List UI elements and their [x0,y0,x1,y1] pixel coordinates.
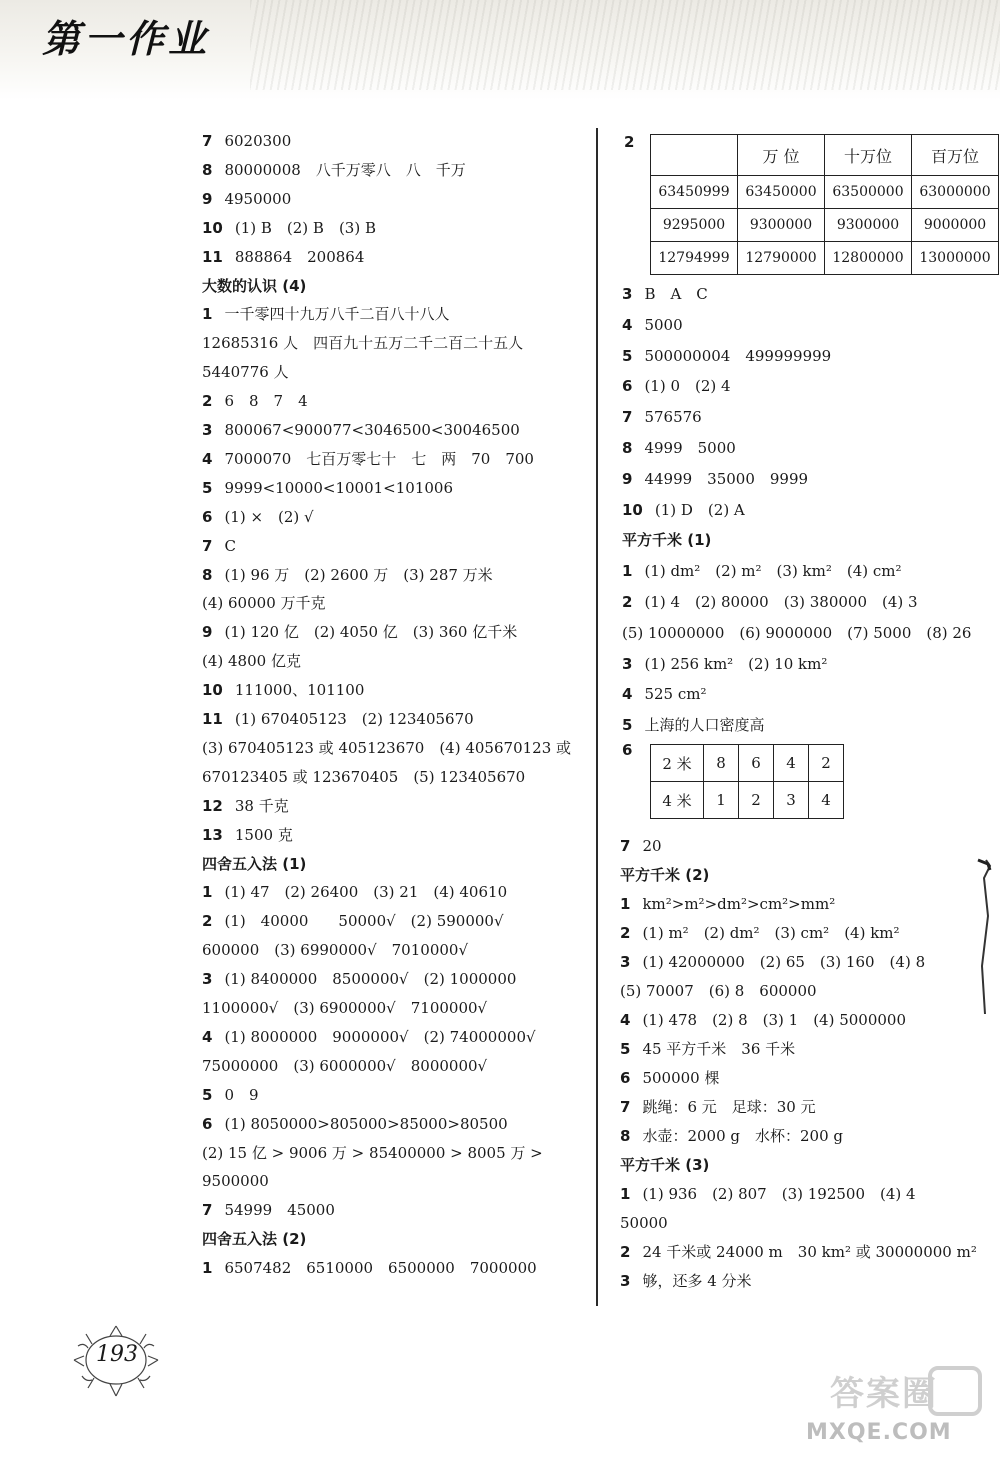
answer-text: (1) dm² (2) m² (3) km² (4) cm² [644,562,902,581]
question-number: 3 [620,953,631,971]
answer-text: 5000 [644,315,683,334]
table-cell: 6 [739,745,774,782]
question-number: 7 [620,1098,631,1116]
answer-text: 6507482 6510000 6500000 7000000 [224,1259,537,1278]
q6-number [622,740,644,760]
answer-text: 50000 [620,1214,668,1232]
question-number: 11 [202,710,223,728]
answer-text: km²>m²>dm²>cm²>mm² [642,895,836,913]
question-number: 9 [202,189,213,208]
answer-line [622,346,831,366]
answer-text: 45 平方千米 36 千米 [642,1040,796,1058]
answer-line [202,911,504,931]
answer-text: C [224,536,236,555]
answer-line [622,469,808,489]
question-number: 4 [622,315,633,334]
question-number: 6 [202,507,213,526]
question-number: 1 [202,305,213,324]
table-row [651,745,844,782]
question-number: 4 [622,685,633,704]
section-heading: 平方千米 (1) [622,531,712,550]
answer-line [622,438,736,458]
answer-text: 44999 35000 9999 [644,469,809,488]
answer-line [202,998,487,1018]
question-number: 1 [202,1259,213,1278]
question-number: 7 [202,536,213,555]
answer-line [202,478,453,498]
question-number: 10 [622,500,643,519]
answer-line [202,304,449,324]
answer-text: (1) 120 亿 (2) 4050 亿 (3) 360 亿千米 [224,623,518,642]
question-number: 3 [622,654,633,673]
answer-text: (1) 4 (2) 80000 (3) 380000 (4) 3 [644,593,918,611]
answer-line [622,376,731,396]
answer-line [622,654,827,674]
question-number: 2 [622,593,633,611]
answer-line [622,684,706,704]
answer-text: B A C [644,285,708,303]
table-row [651,242,999,275]
answer-line [202,738,571,758]
answer-line [620,836,662,856]
answer-line [202,882,507,902]
header-title: 第一作业 [42,17,211,61]
table-cell: 9295000 [651,209,738,242]
answer-text: (1) 256 km² (2) 10 km² [644,654,828,673]
answer-line [622,284,708,304]
answer-text: 111000、101100 [234,681,365,700]
answer-line [622,407,702,427]
answer-text: (1) 8000000 9000000√ (2) 74000000√ [224,1027,536,1046]
question-number: 3 [202,970,213,989]
answer-line [202,160,466,180]
answer-text: 4999 5000 [644,439,736,457]
question-number: 10 [202,218,223,237]
answer-line [620,1213,668,1233]
question-number: 6 [622,741,633,759]
question-number: 1 [620,895,631,913]
answer-line [622,623,971,643]
answer-text: 80000008 八千万零八 八 千万 [224,160,466,179]
answer-line [620,1097,816,1117]
answer-text: 24 千米或 24000 m 30 km² 或 30000000 m² [642,1243,977,1261]
answer-line [620,1068,719,1088]
question-number: 10 [202,681,223,700]
answer-line [202,449,534,469]
answer-text: 5440776 人 [202,363,289,382]
answer-line [202,1056,487,1076]
question-number: 4 [202,449,213,468]
answer-line [202,333,523,353]
answer-text: 500000004 499999999 [644,346,832,365]
table-cell: 2 米 [651,745,704,782]
answer-line [202,651,301,671]
section-heading: 平方千米 (3) [620,1156,710,1174]
table-cell: 4 [809,782,844,819]
answer-text: 6 8 7 4 [224,392,308,411]
answer-text: 9999<10000<10001<101006 [224,478,454,497]
answer-text: (3) 670405123 或 405123670 (4) 405670123 或 [202,738,572,757]
section-heading: 大数的认识 (4) [202,276,307,295]
table-cell: 63450999 [651,176,738,209]
question-number: 1 [622,562,633,581]
answer-line [620,1271,752,1291]
answer-line [620,1010,906,1030]
question-number: 8 [622,439,633,457]
page-edge-mark [972,856,998,1016]
answer-text: (5) 70007 (6) 8 600000 [620,982,817,1000]
length-table [650,744,844,819]
question-number: 5 [622,716,633,735]
table-cell: 8 [704,745,739,782]
answer-line [202,391,308,411]
answer-text: (1) m² (2) dm² (3) cm² (4) km² [642,924,900,942]
question-number: 1 [202,883,213,902]
table-cell: 4 米 [651,782,704,819]
answer-line [202,1258,537,1278]
question-number: 2 [202,912,213,931]
table-cell: 4 [774,745,809,782]
answer-line [202,247,364,267]
question-number: 4 [620,1011,631,1029]
question-number: 6 [202,1114,213,1133]
answer-text: (1) 936 (2) 807 (3) 192500 (4) 4 [642,1185,916,1203]
answer-line [202,1027,536,1047]
answer-text: 670123405 或 123670405 (5) 123405670 [202,767,526,786]
table-header-row [651,135,999,176]
answer-line [622,500,745,520]
answer-line [620,894,835,914]
answer-text: (1) 40000 50000√ (2) 590000√ [224,912,504,931]
table-row [651,209,999,242]
answer-text: 1500 克 [234,825,293,844]
question-number: 3 [202,421,213,439]
answer-text: (1) × (2) √ [224,507,314,526]
answer-text: 800067<900077<3046500<30046500 [224,421,520,439]
answer-line [620,952,925,972]
answer-text: (1) 8050000>805000>85000>80500 [224,1114,508,1133]
table-cell: 63000000 [912,176,999,209]
answer-line [202,1114,508,1134]
column-divider [596,128,598,1306]
answer-text: (1) 42000000 (2) 65 (3) 160 (4) 8 [642,953,926,971]
question-number: 8 [620,1127,631,1145]
question-number: 12 [202,796,223,815]
answer-text: 38 千克 [234,796,289,815]
answer-text: (5) 10000000 (6) 9000000 (7) 5000 (8) 26 [622,623,972,642]
table-cell: 63450000 [738,176,825,209]
table-cell: 9000000 [912,209,999,242]
answer-text: (1) B (2) B (3) B [234,218,376,237]
answer-text: 4950000 [224,189,292,208]
q2-number [624,132,646,152]
answer-line [202,420,520,440]
answer-line [620,1242,977,1262]
answer-line [202,1200,335,1220]
answer-text: (1) 47 (2) 26400 (3) 21 (4) 40610 [224,883,508,902]
question-number: 6 [620,1069,631,1087]
answer-line [620,923,900,943]
answer-line [622,715,764,735]
answer-line [202,536,236,556]
table-cell: 2 [739,782,774,819]
answer-text: 上海的人口密度高 [644,716,765,735]
table-header-cell: 万 位 [738,135,825,176]
answer-line [622,315,683,335]
page-number-badge [64,1320,174,1400]
table-header-cell [651,135,738,176]
question-number: 5 [622,346,633,365]
answer-line [202,1171,269,1191]
answer-line [202,767,525,787]
answer-text: (1) 0 (2) 4 [644,377,731,396]
answer-text: 跳绳：6 元 足球：30 元 [642,1098,816,1116]
answer-text: (2) 15 亿 > 9006 万 > 85400000 > 8005 万 > [202,1143,543,1162]
answer-line [202,1085,259,1105]
answer-line [622,561,902,581]
table-cell: 3 [774,782,809,819]
question-number: 3 [622,285,633,303]
answer-line [202,969,516,989]
answer-text: 576576 [644,408,702,427]
answer-text: 7000070 七百万零七十 七 两 70 700 [224,449,534,468]
section-heading: 四舍五入法 (2) [202,1230,307,1249]
table-header-cell: 十万位 [825,135,912,176]
answer-line [202,565,493,585]
answer-line [202,1143,543,1163]
question-number: 9 [622,469,633,488]
watermark-text: 答案圈 [830,1374,938,1414]
question-number: 8 [202,160,213,179]
table-cell: 13000000 [912,242,999,275]
section-heading: 四舍五入法 (1) [202,854,307,873]
question-number: 1 [620,1185,631,1203]
question-number: 7 [622,408,633,427]
question-number: 13 [202,825,223,844]
answer-text: (4) 4800 亿克 [202,652,301,671]
answer-text: (1) 96 万 (2) 2600 万 (3) 287 万米 [224,565,493,584]
question-number: 9 [202,623,213,642]
answer-text: (1) D (2) A [654,500,745,519]
answer-line [202,131,291,151]
answer-line [620,981,817,1001]
answer-text: 6020300 [224,132,292,150]
answer-text: 20 [642,837,662,855]
question-number: 6 [622,377,633,396]
answer-line [202,709,474,729]
answer-line [202,680,364,700]
question-number: 3 [620,1272,631,1290]
question-number: 5 [202,478,213,497]
table-header-cell: 百万位 [912,135,999,176]
table-cell: 12794999 [651,242,738,275]
table-cell: 9300000 [825,209,912,242]
answer-line [202,825,293,845]
table-cell: 2 [809,745,844,782]
page-number: 193 [96,1342,138,1367]
answer-line [202,362,289,382]
question-number: 7 [202,1201,213,1220]
answer-line [620,1184,916,1204]
question-number: 7 [620,837,631,855]
table-cell: 63500000 [825,176,912,209]
question-number: 5 [620,1040,631,1058]
answer-text: 500000 棵 [642,1069,720,1087]
answer-line [202,796,289,816]
question-number: 11 [202,247,223,266]
answer-text: 够，还多 4 分米 [642,1272,752,1290]
table-row [651,176,999,209]
answer-text: 1100000√ (3) 6900000√ 7100000√ [202,999,488,1017]
answer-text: 0 9 [224,1085,259,1104]
answer-text: 9500000 [202,1172,269,1191]
question-number: 5 [202,1085,213,1104]
answer-text: 一千零四十九万八千二百八十八人 [224,305,450,324]
table-cell: 12790000 [738,242,825,275]
answer-text: 12685316 人 四百九十五万二千二百二十五人 [202,334,524,353]
question-number: 4 [202,1027,213,1046]
answer-text: 600000 (3) 6990000√ 7010000√ [202,941,469,960]
question-number: 2 [620,924,631,942]
answer-line [620,1039,795,1059]
question-number: 7 [202,132,213,150]
answer-text: (1) 478 (2) 8 (3) 1 (4) 5000000 [642,1011,907,1029]
question-number: 2 [624,133,635,151]
section-heading: 平方千米 (2) [620,866,710,884]
watermark-url: MXQE.COM [806,1420,952,1445]
question-number: 2 [202,392,213,411]
answer-line [202,189,291,209]
question-number: 2 [620,1243,631,1261]
answer-line [202,940,468,960]
answer-line [622,592,918,612]
question-number: 8 [202,565,213,584]
answer-text: 75000000 (3) 6000000√ 8000000√ [202,1056,488,1075]
answer-text: (4) 60000 万千克 [202,594,326,613]
answer-text: 525 cm² [644,685,707,704]
answer-line [202,218,376,238]
answer-line [202,622,517,642]
answer-line [202,507,314,527]
answer-text: 54999 45000 [224,1201,335,1220]
table-cell: 9300000 [738,209,825,242]
rounding-table [650,134,999,275]
table-cell: 12800000 [825,242,912,275]
answer-text: 888864 200864 [234,247,365,266]
answer-line [620,1126,843,1146]
answer-text: (1) 8400000 8500000√ (2) 1000000 [224,970,517,989]
answer-text: 水壶：2000 g 水杯：200 g [642,1127,843,1145]
answer-line [202,593,326,613]
table-cell: 1 [704,782,739,819]
table-row [651,782,844,819]
answer-text: (1) 670405123 (2) 123405670 [234,710,474,728]
